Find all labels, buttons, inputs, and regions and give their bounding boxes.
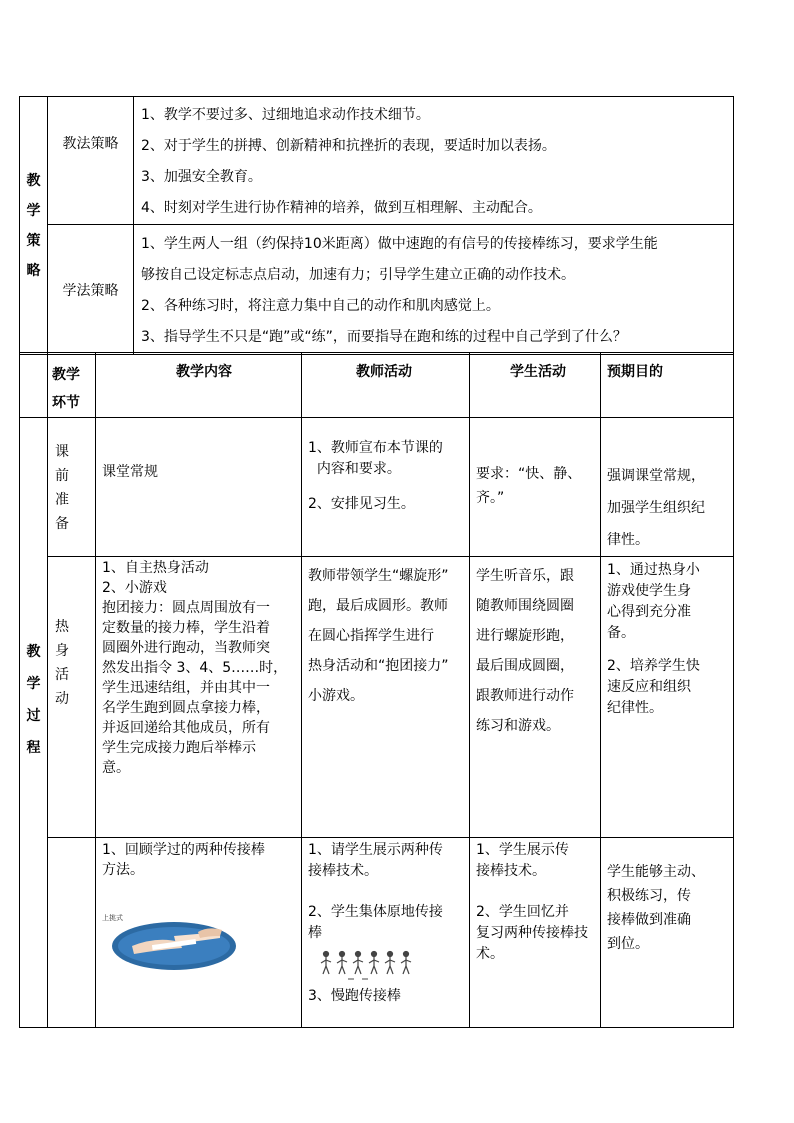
prep-content: 课堂常规	[96, 418, 302, 557]
runners-figure-illustration	[318, 948, 418, 982]
warmup-teacher: 教师带领学生“螺旋形” 跑，最后成圆形。教师 在圆心指挥学生进行 热身活动和“抱团接力” 小游戏。	[302, 557, 470, 838]
strategy-section-label: 教 学 策 略	[20, 97, 48, 355]
practice-goal: 学生能够主动、 积极练习，传 接棒做到准确 到位。	[601, 838, 734, 1028]
photo-caption: 上挑式	[102, 914, 123, 922]
stage-prep-label: 课 前 准 备	[48, 418, 96, 557]
practice-content: 1、回顾学过的两种传接棒 方法。 上挑式	[96, 838, 302, 1028]
header-teacher: 教师活动	[302, 353, 470, 418]
prep-teacher: 1、教师宣布本节课的 内容和要求。 2、安排见习生。	[302, 418, 470, 557]
teaching-strategy-label: 教法策略	[48, 97, 134, 225]
process-table	[19, 352, 734, 1028]
header-student: 学生活动	[470, 353, 601, 418]
practice-teacher: 1、请学生展示两种传 接棒技术。 2、学生集体原地传接 棒 3、慢跑传接棒	[302, 838, 470, 1028]
practice-student: 1、学生展示传 接棒技术。 2、学生回忆并 复习两种传接棒技 术。	[470, 838, 601, 1028]
header-goal: 预期目的	[601, 353, 734, 418]
header-stage: 教学 环节	[48, 353, 96, 418]
warmup-content: 1、自主热身活动 2、小游戏 抱团接力：圆点周围放有一 定数量的接力棒，学生沿着 圆圈外进行跑动，当教师突 然发出指令 3、4、5……时， 学生迅速结组，并由其中一 名学生跑到圆点拿接力棒， 并返回递给其他成员，所有 学生完成接力跑后举棒示 意。	[96, 557, 302, 838]
baton-pass-photo	[102, 906, 242, 972]
header-blank-cell	[20, 353, 48, 418]
header-content: 教学内容	[96, 353, 302, 418]
stage-warmup-label: 热 身 活 动	[48, 557, 96, 838]
strategy-table	[19, 96, 734, 355]
learning-strategy-items: 1、学生两人一组（约保持10米距离）做中速跑的有信号的传接棒练习，要求学生能 够按自己设定标志点启动，加速有力；引导学生建立正确的动作技术。 2、各种练习时，将注意力集中自己的动作和肌肉感觉上。 3、指导学生不只是“跑”或“练”，而要指导在跑和练的过程中自己学到了什么？	[134, 225, 734, 355]
teaching-strategy-items: 1、教学不要过多、过细地追求动作技术细节。 2、对于学生的拼搏、创新精神和抗挫折的表现，要适时加以表扬。 3、加强安全教育。 4、时刻对学生进行协作精神的培养，做到互相理解、主动配合。	[134, 97, 734, 225]
learning-strategy-label: 学法策略	[48, 225, 134, 355]
warmup-goal: 1、通过热身小 游戏使学生身 心得到充分准 备。 2、培养学生快 速反应和组织 纪律性。	[601, 557, 734, 838]
stage-practice-label	[48, 838, 96, 1028]
prep-student: 要求：“快、静、 齐。”	[470, 418, 601, 557]
prep-goal: 强调课堂常规， 加强学生组织纪 律性。	[601, 418, 734, 557]
baton-pass-illustration	[102, 906, 242, 972]
warmup-student: 学生听音乐，跟 随教师围绕圆圈 进行螺旋形跑， 最后围成圆圈， 跟教师进行动作 练习和游戏。	[470, 557, 601, 838]
process-section-label: 教 学 过 程	[20, 418, 48, 1028]
